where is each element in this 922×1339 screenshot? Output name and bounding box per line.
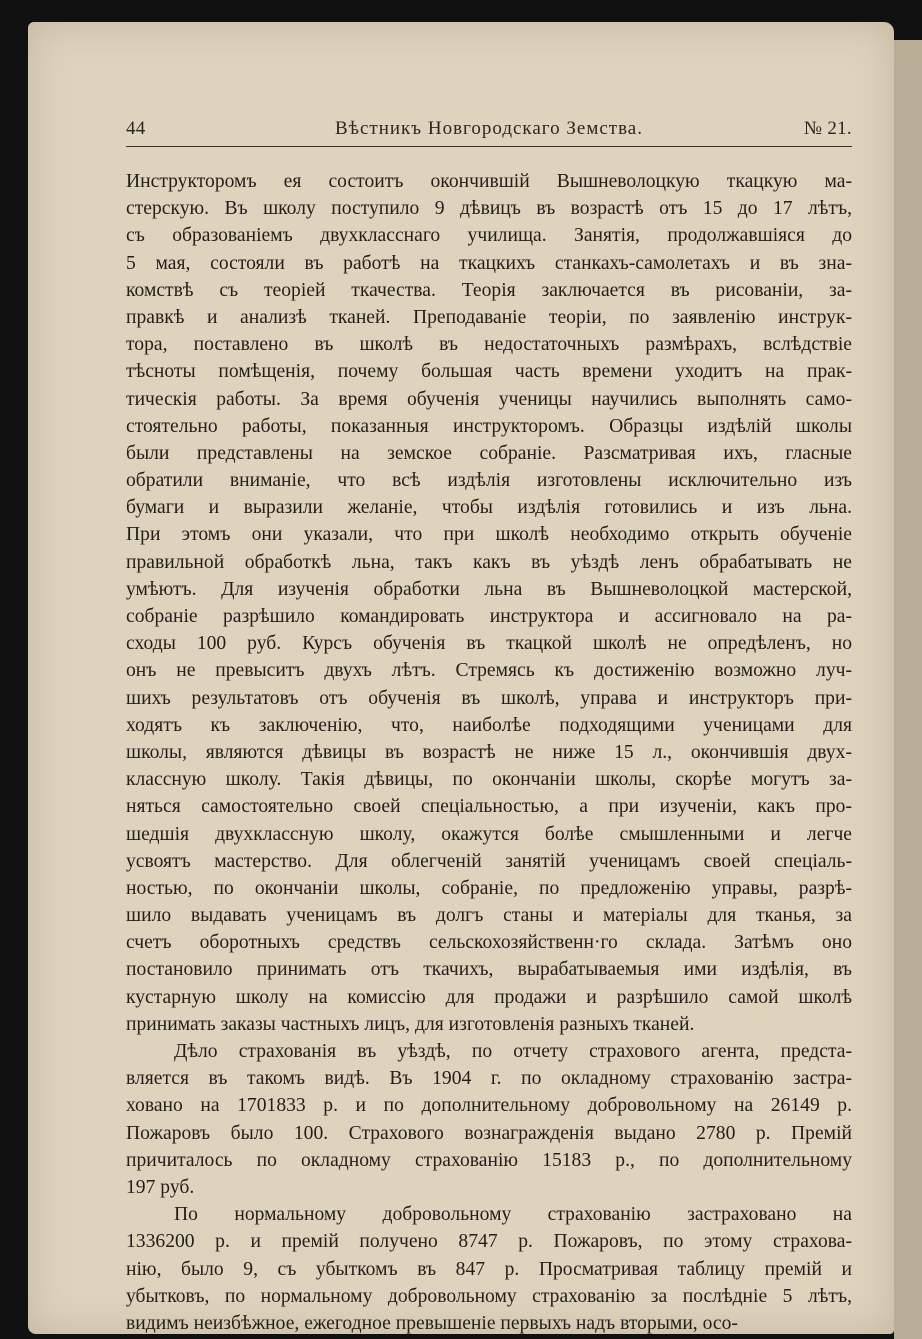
text-line: принимать заказы частныхъ лицъ, для изготовленія разныхъ тканей.	[126, 1013, 695, 1035]
text-line: По нормальному добровольному страхованію застраховано на	[174, 1204, 852, 1226]
issue-number: № 21.	[803, 118, 852, 139]
text-line: Инструкторомъ ея состоитъ окончившій Вышневолоцкую ткацкую ма-	[126, 171, 852, 192]
text-line: 5 мая, состояли въ работѣ на ткацкихъ станкахъ-самолетахъ и въ зна-	[126, 252, 852, 274]
text-line: 197 руб.	[126, 1176, 195, 1198]
paragraph	[126, 168, 852, 1038]
text-line: сходы 100 руб. Курсъ обученія въ ткацкой школѣ не опредѣленъ, но	[126, 633, 852, 655]
text-line: 1336200 р. и премій получено 8747 р. Пожаровъ, по этому страхова-	[126, 1231, 852, 1253]
text-line: няться самостоятельно своей спеціальностью, а при изученіи, какъ про-	[126, 796, 852, 818]
journal-title: Вѣстникъ Новгородскаго Земства.	[335, 118, 643, 139]
text-line: шило выдавать ученицамъ въ долгъ станы и матеріалы для тканья, за	[126, 905, 852, 927]
text-line: счетъ оборотныхъ средствъ сельскохозяйственн·го склада. Затѣмъ оно	[126, 932, 852, 954]
text-line: обратили вниманіе, что всѣ издѣлія изготовлены исключительно изъ	[126, 470, 852, 492]
text-line: шедшія двухклассную школу, окажутся болѣе смышленными и легче	[126, 823, 852, 845]
text-line: шихъ результатовъ отъ обученія въ школѣ, управа и инструкторъ при-	[126, 687, 852, 709]
text-line: стоятельно работы, показанныя инструкторомъ. Образцы издѣлій школы	[126, 415, 852, 437]
text-line: ходятъ къ заключенію, что, наиболѣе подходящими ученицами для	[126, 714, 852, 736]
text-line: усвоятъ мастерство. Для облегченій занятій ученицамъ своей спеціаль-	[126, 850, 852, 872]
text-line: вляется въ такомъ видѣ. Въ 1904 г. по окладному страхованію застра-	[126, 1068, 852, 1090]
paragraph	[126, 1038, 852, 1201]
text-line: тическія работы. За время обученія ученицы научились выполнять само-	[126, 388, 852, 410]
text-line: стерскую. Въ школу поступило 9 дѣвицъ въ возрастѣ отъ 15 до 17 лѣтъ,	[126, 198, 852, 220]
text-line: съ образованіемъ двухкласснаго училища. Занятія, продолжавшіяся до	[126, 225, 852, 247]
text-line: ховано на 1701833 р. и по дополнительному добровольному на 26149 р.	[126, 1095, 852, 1117]
text-line: были представлены на земское собраніе. Разсматривая ихъ, гласные	[126, 442, 852, 464]
text-line: правильной обработкѣ льна, такъ какъ въ уѣздѣ ленъ обрабатывать не	[126, 551, 852, 573]
text-line: умѣютъ. Для изученія обработки льна въ Вышневолоцкой мастерской,	[126, 578, 852, 600]
header-rule	[126, 146, 852, 147]
text-line: ностью, по окончаніи школы, собраніе, по предложенію управы, разрѣ-	[126, 877, 852, 899]
text-line: Дѣло страхованія въ уѣздѣ, по отчету страхового агента, предста-	[174, 1041, 852, 1062]
text-line: тѣсноты помѣщенія, почему большая часть времени уходитъ на прак-	[126, 361, 852, 383]
text-line: собраніе разрѣшило командировать инструктора и ассигновало на ра-	[126, 606, 852, 627]
running-header	[126, 118, 852, 148]
text-line: онъ не превыситъ двухъ лѣтъ. Стремясь къ достиженію возможно луч-	[126, 660, 852, 682]
text-line: видимъ неизбѣжное, ежегодное превышеніе первыхъ надъ вторыми, осо-	[126, 1312, 738, 1334]
text-line: причиталось по окладному страхованію 15183 р., по дополнительному	[126, 1149, 852, 1171]
paragraph	[126, 1201, 852, 1337]
text-line: бумаги и выразили желаніе, чтобы издѣлія готовились и изъ льна.	[126, 497, 852, 519]
text-line: классную школу. Такія дѣвицы, по окончаніи школы, скорѣе могутъ за-	[126, 769, 852, 791]
text-line: постановило принимать отъ ткачихъ, вырабатываемыя ими издѣлія, въ	[126, 959, 852, 981]
text-line: При этомъ они указали, что при школѣ необходимо открыть обученіе	[126, 524, 852, 546]
text-line: школы, являются дѣвицы въ возрастѣ не ниже 15 л., окончившія двух-	[126, 741, 852, 763]
text-line: комствѣ съ теоріей ткачества. Теорія заключается въ рисованіи, за-	[126, 279, 852, 301]
next-page-edge	[894, 40, 922, 1339]
text-line: нію, было 9, съ убыткомъ въ 847 р. Просматривая таблицу премій и	[126, 1258, 852, 1280]
text-line: убытковъ, по нормальному добровольному страхованію за послѣдніе 5 лѣтъ,	[126, 1285, 852, 1307]
text-line: кустарную школу на комиссію для продажи и разрѣшило самой школѣ	[126, 986, 852, 1008]
article-body	[126, 168, 852, 1337]
text-line: правкѣ и анализѣ тканей. Преподаваніе теоріи, по заявленію инструк-	[126, 306, 852, 328]
text-line: тора, поставлено въ школѣ въ недостаточныхъ размѣрахъ, вслѣдствіе	[126, 334, 852, 356]
text-line: Пожаровъ было 100. Страхового вознагражденія выдано 2780 р. Премій	[126, 1122, 852, 1144]
page-number: 44	[126, 118, 146, 139]
